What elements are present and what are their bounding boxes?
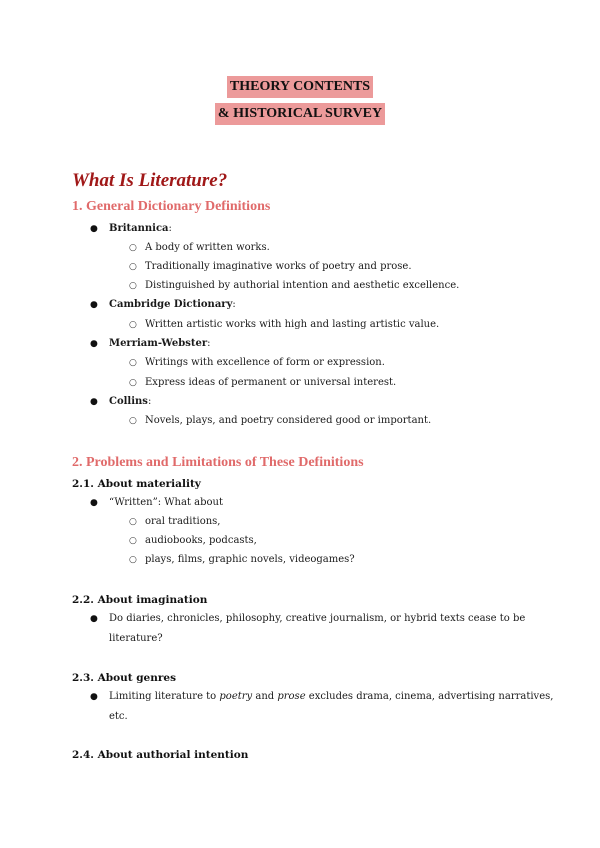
subsection-2-1-heading: 2.1. About materiality: [72, 478, 201, 490]
title-block: [0, 75, 600, 98]
definition-cambridge: Cambridge Dictionary:: [109, 299, 236, 310]
subsection-2-2-heading: 2.2. About imagination: [72, 594, 208, 606]
section-1-heading: 1. General Dictionary Definitions: [72, 199, 271, 214]
bullet-icon: ●: [90, 397, 98, 407]
britannica-item: Traditionally imaginative works of poetry and prose.: [145, 261, 412, 272]
materiality-item: oral traditions,: [145, 516, 221, 527]
materiality-item: plays, films, graphic novels, videogames?: [145, 554, 355, 565]
circle-bullet-icon: ○: [129, 320, 137, 330]
circle-bullet-icon: ○: [129, 262, 137, 272]
definition-britannica: Britannica:: [109, 223, 172, 234]
section-2-heading: 2. Problems and Limitations of These Definitions: [72, 455, 364, 470]
bullet-icon: ●: [90, 498, 98, 508]
britannica-item: Distinguished by authorial intention and aesthetic excellence.: [145, 280, 460, 291]
bullet-icon: ●: [90, 614, 98, 624]
circle-bullet-icon: ○: [129, 378, 137, 388]
materiality-item: audiobooks, podcasts,: [145, 535, 257, 546]
subsection-2-3-heading: 2.3. About genres: [72, 672, 176, 684]
bullet-icon: ●: [90, 300, 98, 310]
subsection-2-4-heading: 2.4. About authorial intention: [72, 749, 249, 761]
circle-bullet-icon: ○: [129, 536, 137, 546]
bullet-icon: ●: [90, 339, 98, 349]
imagination-text-line-1: Do diaries, chronicles, philosophy, creative journalism, or hybrid texts cease to be: [109, 613, 526, 624]
genres-text-line-1: Limiting literature to poetry and prose excludes drama, cinema, advertising narratives,: [109, 691, 554, 702]
merriam-item: Express ideas of permanent or universal interest.: [145, 377, 397, 388]
materiality-bullet: “Written”: What about: [109, 497, 223, 508]
britannica-item: A body of written works.: [145, 242, 270, 253]
collins-item: Novels, plays, and poetry considered good or important.: [145, 415, 432, 426]
title-line-2: & HISTORICAL SURVEY: [215, 103, 385, 125]
title-line-1: THEORY CONTENTS: [227, 76, 373, 98]
cambridge-item: Written artistic works with high and lasting artistic value.: [145, 319, 440, 330]
heading-what-is-literature: What Is Literature?: [72, 170, 228, 191]
circle-bullet-icon: ○: [129, 281, 137, 291]
imagination-text-line-2: literature?: [109, 633, 163, 644]
circle-bullet-icon: ○: [129, 517, 137, 527]
circle-bullet-icon: ○: [129, 358, 137, 368]
definition-collins: Collins:: [109, 396, 152, 407]
definition-merriam-webster: Merriam-Webster:: [109, 338, 211, 349]
bullet-icon: ●: [90, 692, 98, 702]
bullet-icon: ●: [90, 224, 98, 234]
circle-bullet-icon: ○: [129, 243, 137, 253]
merriam-item: Writings with excellence of form or expression.: [145, 357, 385, 368]
circle-bullet-icon: ○: [129, 416, 137, 426]
circle-bullet-icon: ○: [129, 555, 137, 565]
genres-text-line-2: etc.: [109, 711, 128, 722]
